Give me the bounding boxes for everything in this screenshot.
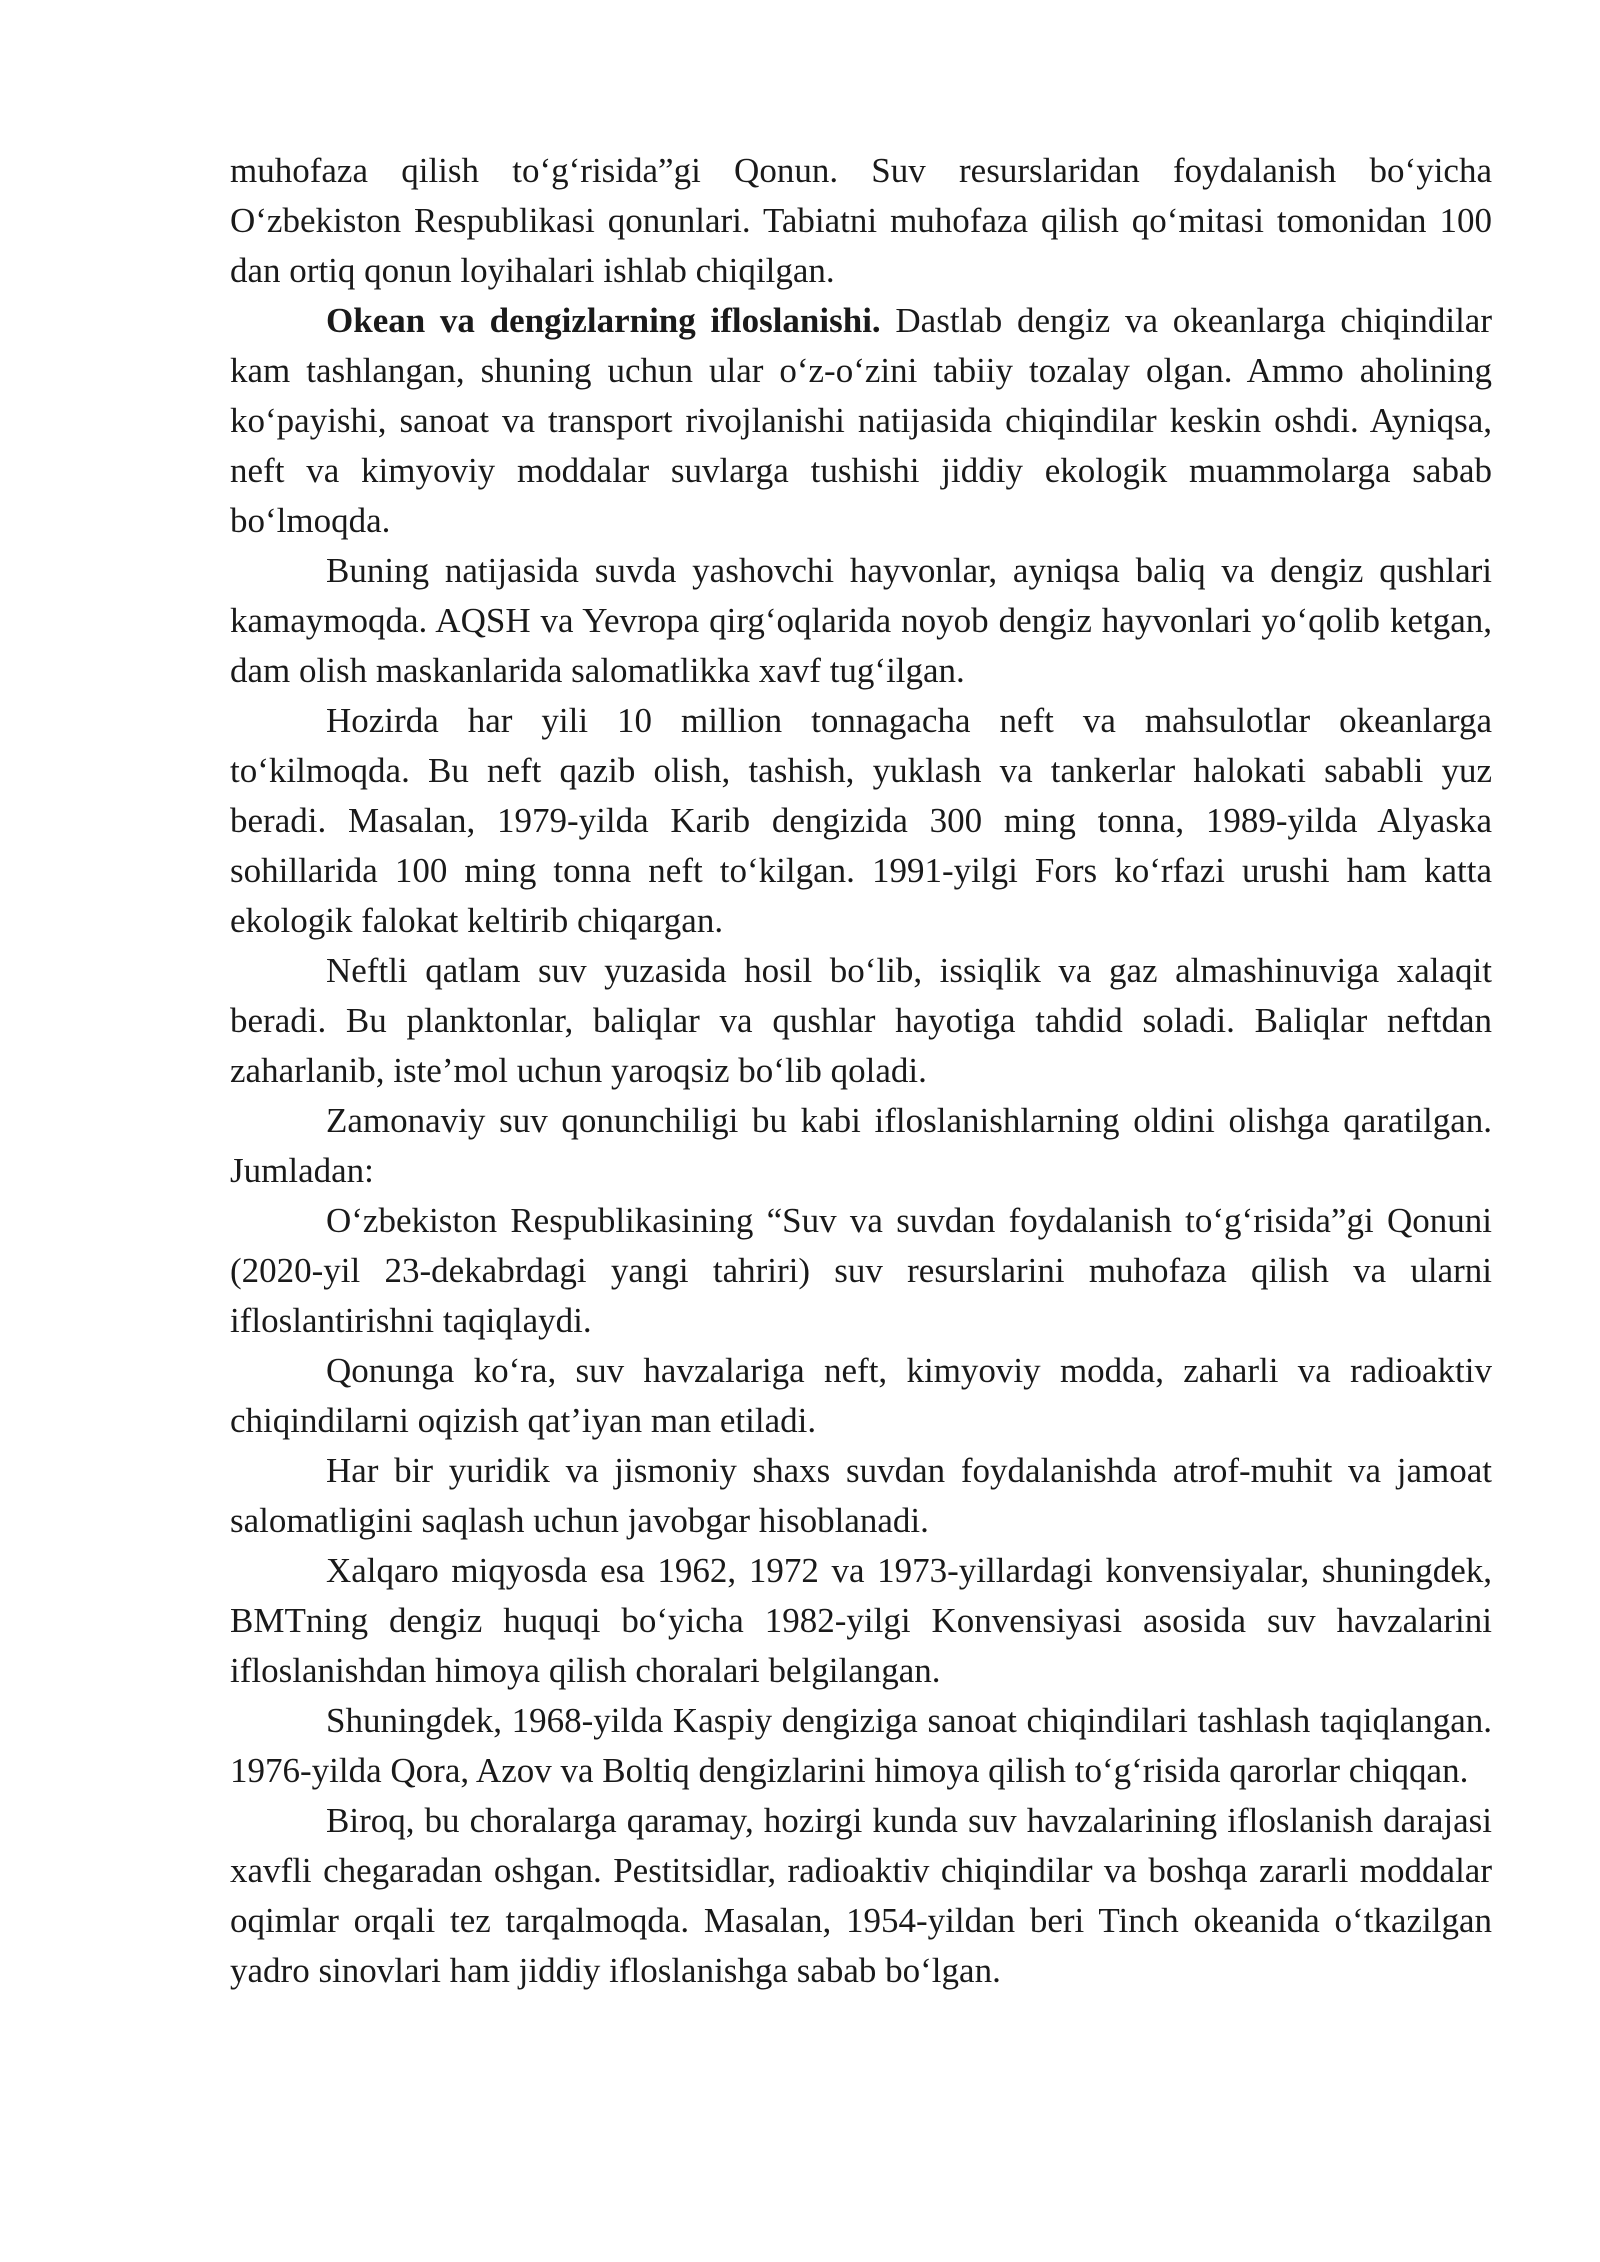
paragraph-text: Biroq, bu choralarga qaramay, hozirgi kunda suv havzalarining ifloslanish darajasi xavfli chegaradan oshgan. Pestitsidlar, radioaktiv chiqindilar va boshqa zararli moddalar oqimlar orqali tez tarqalmoqda. Masalan, 1954-yildan beri Tinch okeanida o‘tkazilgan yadro sinovlari ham jiddiy ifloslanishga sabab bo‘lgan. xyxy=(230,1801,1492,1990)
paragraph-text: Xalqaro miqyosda esa 1962, 1972 va 1973-yillardagi konvensiyalar, shuningdek, BMTning dengiz huquqi bo‘yicha 1982-yilgi Konvensiyasi asosida suv havzalarini ifloslanishdan himoya qilish choralari belgilangan. xyxy=(230,1551,1492,1690)
paragraph-1 xyxy=(230,146,1492,296)
paragraph-text: Qonunga ko‘ra, suv havzalariga neft, kimyoviy modda, zaharli va radioaktiv chiqindilarni oqizish qat’iyan man etiladi. xyxy=(230,1351,1492,1440)
paragraph-text: Shuningdek, 1968-yilda Kaspiy dengiziga sanoat chiqindilari tashlash taqiqlangan. 1976-yilda Qora, Azov va Boltiq dengizlarini himoya qilish to‘g‘risida qarorlar chiqqan. xyxy=(230,1701,1492,1790)
paragraph-11 xyxy=(230,1696,1492,1796)
paragraph-text: Zamonaviy suv qonunchiligi bu kabi ifloslanishlarning oldini olishga qaratilgan. Jumladan: xyxy=(230,1101,1492,1190)
paragraph-8 xyxy=(230,1346,1492,1446)
paragraph-10 xyxy=(230,1546,1492,1696)
paragraph-text: Har bir yuridik va jismoniy shaxs suvdan foydalanishda atrof-muhit va jamoat salomatligini saqlash uchun javobgar hisoblanadi. xyxy=(230,1451,1492,1540)
paragraph-6 xyxy=(230,1096,1492,1196)
paragraph-text: Neftli qatlam suv yuzasida hosil bo‘lib, issiqlik va gaz almashinuviga xalaqit beradi. Bu planktonlar, baliqlar va qushlar hayotiga tahdid soladi. Baliqlar neftdan zaharlanib, iste’mol uchun yaroqsiz bo‘lib qoladi. xyxy=(230,951,1492,1090)
paragraph-7 xyxy=(230,1196,1492,1346)
paragraph-4 xyxy=(230,696,1492,946)
paragraph-text: Dastlab dengiz va okeanlarga chiqindilar kam tashlangan, shuning uchun ular o‘z-o‘zini tabiiy tozalay olgan. Ammo aholining ko‘payishi, sanoat va transport rivojlanishi natijasida chiqindilar keskin oshdi. Ayniqsa, neft va kimyoviy moddalar suvlarga tushishi jiddiy ekologik muammolarga sabab bo‘lmoqda. xyxy=(230,301,1492,540)
paragraph-text: O‘zbekiston Respublikasining “Suv va suvdan foydalanish to‘g‘risida”gi Qonuni (2020-yil 23-dekabrdagi yangi tahriri) suv resurslarini muhofaza qilish va ularni ifloslantirishni taqiqlaydi. xyxy=(230,1201,1492,1340)
paragraph-12 xyxy=(230,1796,1492,1996)
paragraph-text: Hozirda har yili 10 million tonnagacha neft va mahsulotlar okeanlarga to‘kilmoqda. Bu neft qazib olish, tashish, yuklash va tankerlar halokati sababli yuz beradi. Masalan, 1979-yilda Karib dengizida 300 ming tonna, 1989-yilda Alyaska sohillarida 100 ming tonna neft to‘kilgan. 1991-yilgi Fors ko‘rfazi urushi ham katta ekologik falokat keltirib chiqargan. xyxy=(230,701,1492,940)
paragraph-text: Buning natijasida suvda yashovchi hayvonlar, ayniqsa baliq va dengiz qushlari kamaymoqda. AQSH va Yevropa qirg‘oqlarida noyob dengiz hayvonlari yo‘qolib ketgan, dam olish maskanlarida salomatlikka xavf tug‘ilgan. xyxy=(230,551,1492,690)
paragraph-2 xyxy=(230,296,1492,546)
paragraph-text: muhofaza qilish to‘g‘risida”gi Qonun. Suv resurslaridan foydalanish bo‘yicha O‘zbekiston Respublikasi qonunlari. Tabiatni muhofaza qilish qo‘mitasi tomonidan 100 dan ortiq qonun loyihalari ishlab chiqilgan. xyxy=(230,151,1492,290)
section-heading: Okean va dengizlarning ifloslanishi. xyxy=(326,301,881,340)
paragraph-5 xyxy=(230,946,1492,1096)
paragraph-9 xyxy=(230,1446,1492,1546)
document-body xyxy=(230,146,1492,1996)
paragraph-3 xyxy=(230,546,1492,696)
